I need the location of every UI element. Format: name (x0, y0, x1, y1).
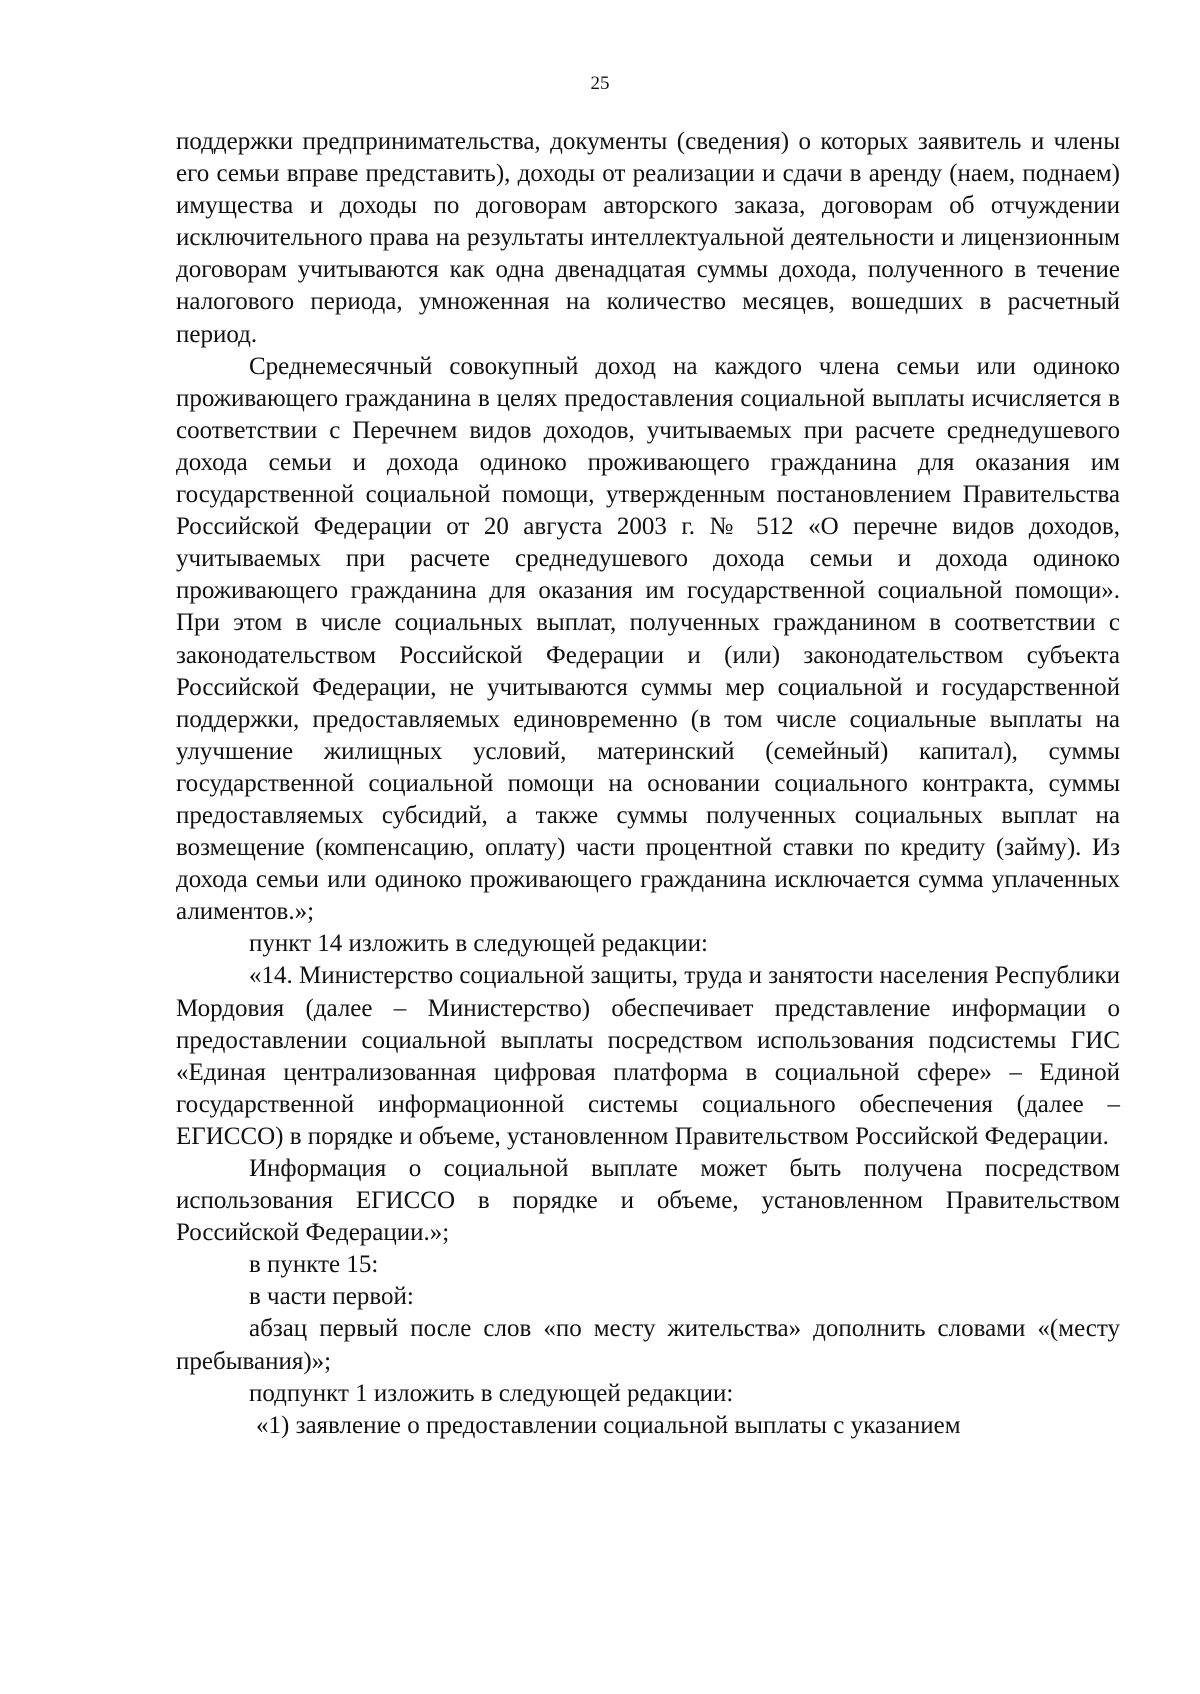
page-number: 25 (590, 73, 610, 94)
paragraph-subitem-1-intro: подпункт 1 изложить в следующей редакции: (249, 1379, 734, 1407)
paragraph-subitem-1-text: «1) заявление о предоставлении социальной выплаты с указанием (256, 1411, 961, 1439)
paragraph-first-abzac: абзац первый после слов «по месту жительства» дополнить словами «(месту пребывания)»; (176, 1315, 1120, 1375)
document-body (176, 126, 1120, 1442)
paragraph-item-15-intro: в пункте 15: (249, 1251, 379, 1279)
paragraph-continuation: поддержки предпринимательства, документы (сведения) о которых заявитель и члены его семьи вправе представить), доходы от реализации и сдачи в аренду (наем, поднаем) имущества и доходы по договорам авторского заказа, договорам об отчуждении исключительного права на результаты интеллектуальной деятельности и лицензионным договорам учитываются как одна двенадцатая суммы дохода, полученного в течение налогового периода, умноженная на количество месяцев, вошедших в расчетный период. (176, 128, 1120, 348)
paragraph-information: Информация о социальной выплате может быть получена посредством использования ЕГИССО в порядке и объеме, установленном Правительством Российской Федерации.»; (176, 1155, 1120, 1247)
paragraph-part-one: в части первой: (249, 1283, 414, 1311)
paragraph-item-14-text: «14. Министерство социальной защиты, труда и занятости населения Республики Мордовия (далее – Министерство) обеспечивает представление информации о предоставлении социальной выплаты посредством использования подсистемы ГИС «Единая централизованная цифровая платформа в социальной сфере» – Единой государственной информационной системы социального обеспечения (далее – ЕГИССО) в порядке и объеме, установленном Правительством Российской Федерации. (176, 962, 1120, 1150)
paragraph-average-income: Среднемесячный совокупный доход на каждого члена семьи или одиноко проживающего гражданина в целях предоставления социальной выплаты исчисляется в соответствии с Перечнем видов доходов, учитываемых при расчете среднедушевого дохода семьи и дохода одиноко проживающего гражданина для оказания им государственной социальной помощи, утвержденным постановлением Правительства Российской Федерации от 20 августа 2003 г. № 512 «О перечне видов доходов, учитываемых при расчете среднедушевого дохода семьи и дохода одиноко проживающего гражданина для оказания им государственной социальной помощи». При этом в числе социальных выплат, полученных гражданином в соответствии с законодательством Российской Федерации и (или) законодательством субъекта Российской Федерации, не учитываются суммы мер социальной и государственной поддержки, предоставляемых единовременно (в том числе социальные выплаты на улучшение жилищных условий, материнский (семейный) капитал), суммы государственной социальной помощи на основании социального контракта, суммы предоставляемых субсидий, а также суммы полученных социальных выплат на возмещение (компенсацию, оплату) части процентной ставки по кредиту (займу). Из дохода семьи или одиноко проживающего гражданина исключается сумма уплаченных алиментов.»; (176, 352, 1120, 926)
paragraph-item-14-intro: пункт 14 изложить в следующей редакции: (249, 930, 708, 958)
